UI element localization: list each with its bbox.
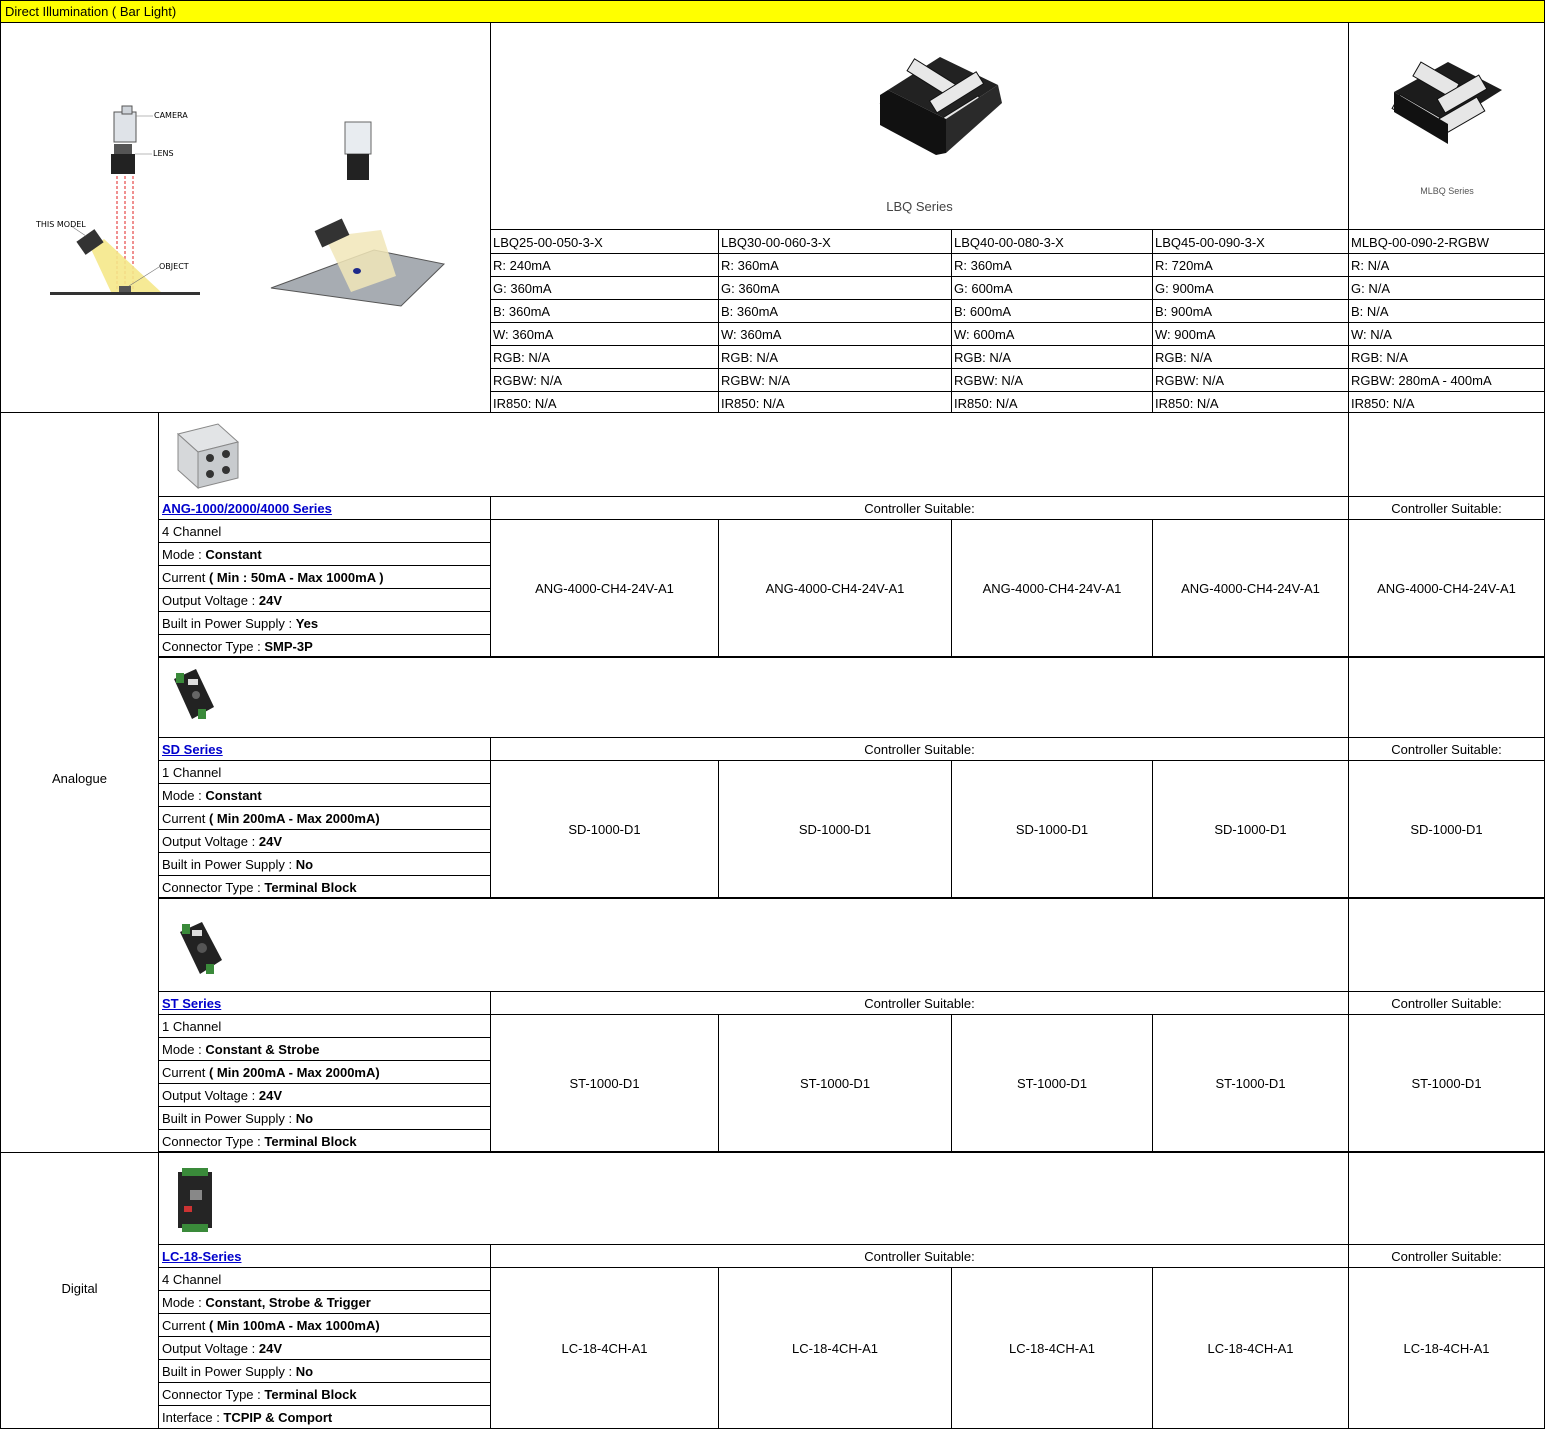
product-model-name: LBQ25-00-050-3-X (493, 235, 603, 250)
product-spec-value: B: N/A (1351, 304, 1389, 319)
this-model-label: THIS MODEL (36, 220, 86, 229)
product-spec-value: RGBW: N/A (493, 373, 563, 388)
controller-suitable-label: Controller Suitable: (864, 996, 975, 1011)
spec-label: Mode : (162, 788, 206, 803)
spec-value: 24V (258, 1088, 282, 1103)
product-spec-value: W: 900mA (1155, 327, 1216, 342)
product-spec-value: G: N/A (1351, 281, 1391, 296)
spec-value: Constant (205, 788, 262, 803)
suitable-controller-model: ST-1000-D1 (569, 1076, 640, 1091)
controller-spec-row (160, 543, 490, 566)
spec-value: SMP-3P (264, 639, 313, 654)
lens-icon (111, 154, 135, 174)
spec-value: Constant (205, 547, 262, 562)
spec-label: Built in Power Supply : (162, 1111, 296, 1126)
spec-label: Connector Type : (162, 639, 265, 654)
controller-spec-row (160, 520, 490, 543)
controller-spec-row (160, 1268, 490, 1291)
controller-suitable-label: Controller Suitable: (1391, 996, 1502, 1011)
product-spec-value: G: 360mA (493, 281, 552, 296)
grid-line (158, 1152, 1545, 1153)
group-label-analogue: Analogue (52, 771, 107, 786)
product-spec-value: RGBW: N/A (954, 373, 1024, 388)
spec-label: Built in Power Supply : (162, 616, 296, 631)
controller-spec-row (160, 635, 490, 658)
spec-label: Current (162, 1318, 209, 1333)
spec-label: Current (162, 570, 209, 585)
controller-spec-row (160, 1406, 490, 1429)
product-spec-value: R: 240mA (493, 258, 551, 273)
camera-icon (114, 112, 136, 142)
grid-line (0, 23, 1, 1429)
spec-label: Mode : (162, 1295, 206, 1310)
sheet-title: Direct Illumination ( Bar Light) (0, 0, 1545, 23)
group-label-digital: Digital (61, 1281, 98, 1296)
controller-spec-row (160, 830, 490, 853)
controller-suitable-label: Controller Suitable: (1391, 742, 1502, 757)
product-spec-value: W: N/A (1351, 327, 1392, 342)
spec-label: Output Voltage : (162, 1088, 259, 1103)
spec-label: Connector Type : (162, 880, 265, 895)
suitable-controller-model: LC-18-4CH-A1 (1403, 1341, 1490, 1356)
controller-spec-row (160, 612, 490, 635)
ang-controller-image (172, 420, 244, 490)
controller-suitable-label: Controller Suitable: (864, 1249, 975, 1264)
mlbq-series-label: MLBQ Series (1420, 186, 1474, 196)
grid-line (158, 897, 1545, 898)
spec-value: No (295, 857, 314, 872)
suitable-controller-model: LC-18-4CH-A1 (1207, 1341, 1294, 1356)
controller-spec-row (160, 807, 490, 830)
product-spec-value: RGB: N/A (1351, 350, 1409, 365)
product-spec-value: B: 600mA (954, 304, 1012, 319)
spec-label: Output Voltage : (162, 1341, 259, 1356)
controller-spec-row (160, 1084, 490, 1107)
lbq-series-label: LBQ Series (886, 199, 953, 214)
suitable-controller-model: LC-18-4CH-A1 (792, 1341, 878, 1356)
spec-label: Built in Power Supply : (162, 857, 296, 872)
controller-spec-row (160, 566, 490, 589)
controller-suitable-label: Controller Suitable: (864, 742, 975, 757)
suitable-controller-model: ANG-4000-CH4-24V-A1 (535, 581, 674, 596)
spec-value: 24V (258, 593, 282, 608)
camera-label: CAMERA (154, 111, 188, 120)
product-spec-value: RGB: N/A (1155, 350, 1213, 365)
spec-label: 4 Channel (162, 524, 222, 539)
controller-series-link[interactable]: ANG-1000/2000/4000 Series (162, 501, 332, 516)
illumination-diagram (1, 24, 489, 412)
spec-label: 4 Channel (162, 1272, 222, 1287)
product-spec-value: W: 360mA (721, 327, 782, 342)
spec-value: ( Min 200mA - Max 2000mA) (208, 811, 380, 826)
suitable-controller-model: ANG-4000-CH4-24V-A1 (1377, 581, 1516, 596)
product-spec-value: IR850: N/A (1351, 396, 1415, 411)
spec-label: Mode : (162, 1042, 206, 1057)
product-spec-value: B: 360mA (493, 304, 551, 319)
suitable-controller-model: ANG-4000-CH4-24V-A1 (982, 581, 1122, 596)
grid-line (158, 657, 1545, 658)
product-model-name: LBQ45-00-090-3-X (1155, 235, 1265, 250)
spec-value: Terminal Block (264, 1387, 357, 1402)
suitable-controller-model: LC-18-4CH-A1 (1009, 1341, 1095, 1356)
product-spec-value: G: 600mA (954, 281, 1013, 296)
controller-suitable-label: Controller Suitable: (1391, 501, 1502, 516)
suitable-controller-model: LC-18-4CH-A1 (561, 1341, 648, 1356)
suitable-controller-model: SD-1000-D1 (1410, 822, 1483, 837)
spec-value: No (295, 1111, 314, 1126)
suitable-controller-model: ST-1000-D1 (1016, 1076, 1088, 1091)
controller-spec-row (160, 784, 490, 807)
product-spec-value: RGB: N/A (493, 350, 551, 365)
lc18-controller-image (172, 1164, 218, 1234)
controller-spec-row (160, 853, 490, 876)
controller-spec-row (160, 1107, 490, 1130)
spec-label: 1 Channel (162, 1019, 222, 1034)
spec-label: Connector Type : (162, 1134, 265, 1149)
product-spec-value: B: 360mA (721, 304, 779, 319)
spec-value: 24V (258, 834, 282, 849)
product-spec-value: RGBW: N/A (721, 373, 791, 388)
grid-line (158, 1151, 1545, 1152)
grid-line (158, 656, 1545, 657)
product-spec-value: RGB: N/A (954, 350, 1012, 365)
suitable-controller-model: SD-1000-D1 (1214, 822, 1287, 837)
product-spec-value: IR850: N/A (721, 396, 785, 411)
object-label: OBJECT (159, 262, 189, 271)
st-controller-image (172, 918, 230, 980)
spec-label: Built in Power Supply : (162, 1364, 296, 1379)
product-spec-value: IR850: N/A (1155, 396, 1219, 411)
suitable-controller-model: ANG-4000-CH4-24V-A1 (1181, 581, 1320, 596)
mlbq-series-image (1388, 52, 1508, 148)
suitable-controller-model: SD-1000-D1 (568, 822, 641, 837)
product-spec-value: IR850: N/A (954, 396, 1018, 411)
controller-spec-row (160, 1337, 490, 1360)
spec-label: 1 Channel (162, 765, 222, 780)
lbq-series-image (870, 45, 1010, 160)
camera-3d-icon (345, 122, 371, 154)
spec-label: Interface : (162, 1410, 224, 1425)
controller-spec-row (160, 1314, 490, 1337)
sd-controller-image (168, 665, 220, 727)
spec-label: Mode : (162, 547, 206, 562)
spec-label: Current (162, 811, 209, 826)
spec-value: TCPIP & Comport (223, 1410, 333, 1425)
product-spec-value: RGBW: N/A (1155, 373, 1225, 388)
suitable-controller-model: ST-1000-D1 (1411, 1076, 1482, 1091)
grid-line (158, 898, 1545, 899)
product-model-name: MLBQ-00-090-2-RGBW (1351, 235, 1489, 250)
spec-value: No (295, 1364, 314, 1379)
spec-label: Current (162, 1065, 209, 1080)
spec-label: Output Voltage : (162, 593, 259, 608)
controller-series-link[interactable]: LC-18-Series (162, 1249, 242, 1264)
spec-label: Connector Type : (162, 1387, 265, 1402)
controller-spec-row (160, 1291, 490, 1314)
controller-spec-row (160, 1383, 490, 1406)
suitable-controller-model: SD-1000-D1 (798, 822, 872, 837)
controller-suitable-label: Controller Suitable: (864, 501, 975, 516)
suitable-controller-model: SD-1000-D1 (1015, 822, 1089, 837)
controller-spec-row (160, 761, 490, 784)
product-spec-value: R: N/A (1351, 258, 1390, 273)
spec-value: Yes (295, 616, 319, 631)
spec-value: ( Min 100mA - Max 1000mA) (208, 1318, 380, 1333)
product-spec-value: R: 360mA (721, 258, 779, 273)
controller-suitable-label: Controller Suitable: (1391, 1249, 1502, 1264)
suitable-controller-model: ANG-4000-CH4-24V-A1 (765, 581, 905, 596)
product-spec-value: RGBW: 280mA - 400mA (1351, 373, 1492, 388)
spec-value: ( Min 200mA - Max 2000mA) (208, 1065, 380, 1080)
product-spec-value: W: 360mA (493, 327, 554, 342)
product-spec-value: R: 360mA (954, 258, 1012, 273)
controller-spec-row (160, 1061, 490, 1084)
spec-value: Constant & Strobe (205, 1042, 320, 1057)
controller-spec-row (160, 1130, 490, 1153)
controller-series-link[interactable]: SD Series (162, 742, 223, 757)
product-spec-value: G: 900mA (1155, 281, 1214, 296)
spec-value: 24V (258, 1341, 282, 1356)
suitable-controller-model: ST-1000-D1 (799, 1076, 871, 1091)
product-spec-value: IR850: N/A (493, 396, 557, 411)
controller-spec-row (160, 1360, 490, 1383)
lens-label: LENS (153, 149, 174, 158)
spec-value: ( Min : 50mA - Max 1000mA ) (208, 570, 384, 585)
controller-series-link[interactable]: ST Series (162, 996, 222, 1011)
controller-spec-row (160, 876, 490, 899)
grid-line (490, 229, 1545, 230)
controller-spec-row (160, 1015, 490, 1038)
spec-value: Terminal Block (264, 880, 357, 895)
product-spec-value: RGB: N/A (721, 350, 779, 365)
spec-label: Output Voltage : (162, 834, 259, 849)
suitable-controller-model: ST-1000-D1 (1215, 1076, 1286, 1091)
product-spec-value: R: 720mA (1155, 258, 1213, 273)
product-spec-value: B: 900mA (1155, 304, 1213, 319)
controller-spec-row (160, 589, 490, 612)
controller-spec-row (160, 1038, 490, 1061)
product-model-name: LBQ40-00-080-3-X (954, 235, 1064, 250)
spec-value: Constant, Strobe & Trigger (205, 1295, 371, 1310)
product-model-name: LBQ30-00-060-3-X (721, 235, 831, 250)
product-spec-value: W: 600mA (954, 327, 1015, 342)
product-spec-value: G: 360mA (721, 281, 780, 296)
spec-value: Terminal Block (264, 1134, 357, 1149)
